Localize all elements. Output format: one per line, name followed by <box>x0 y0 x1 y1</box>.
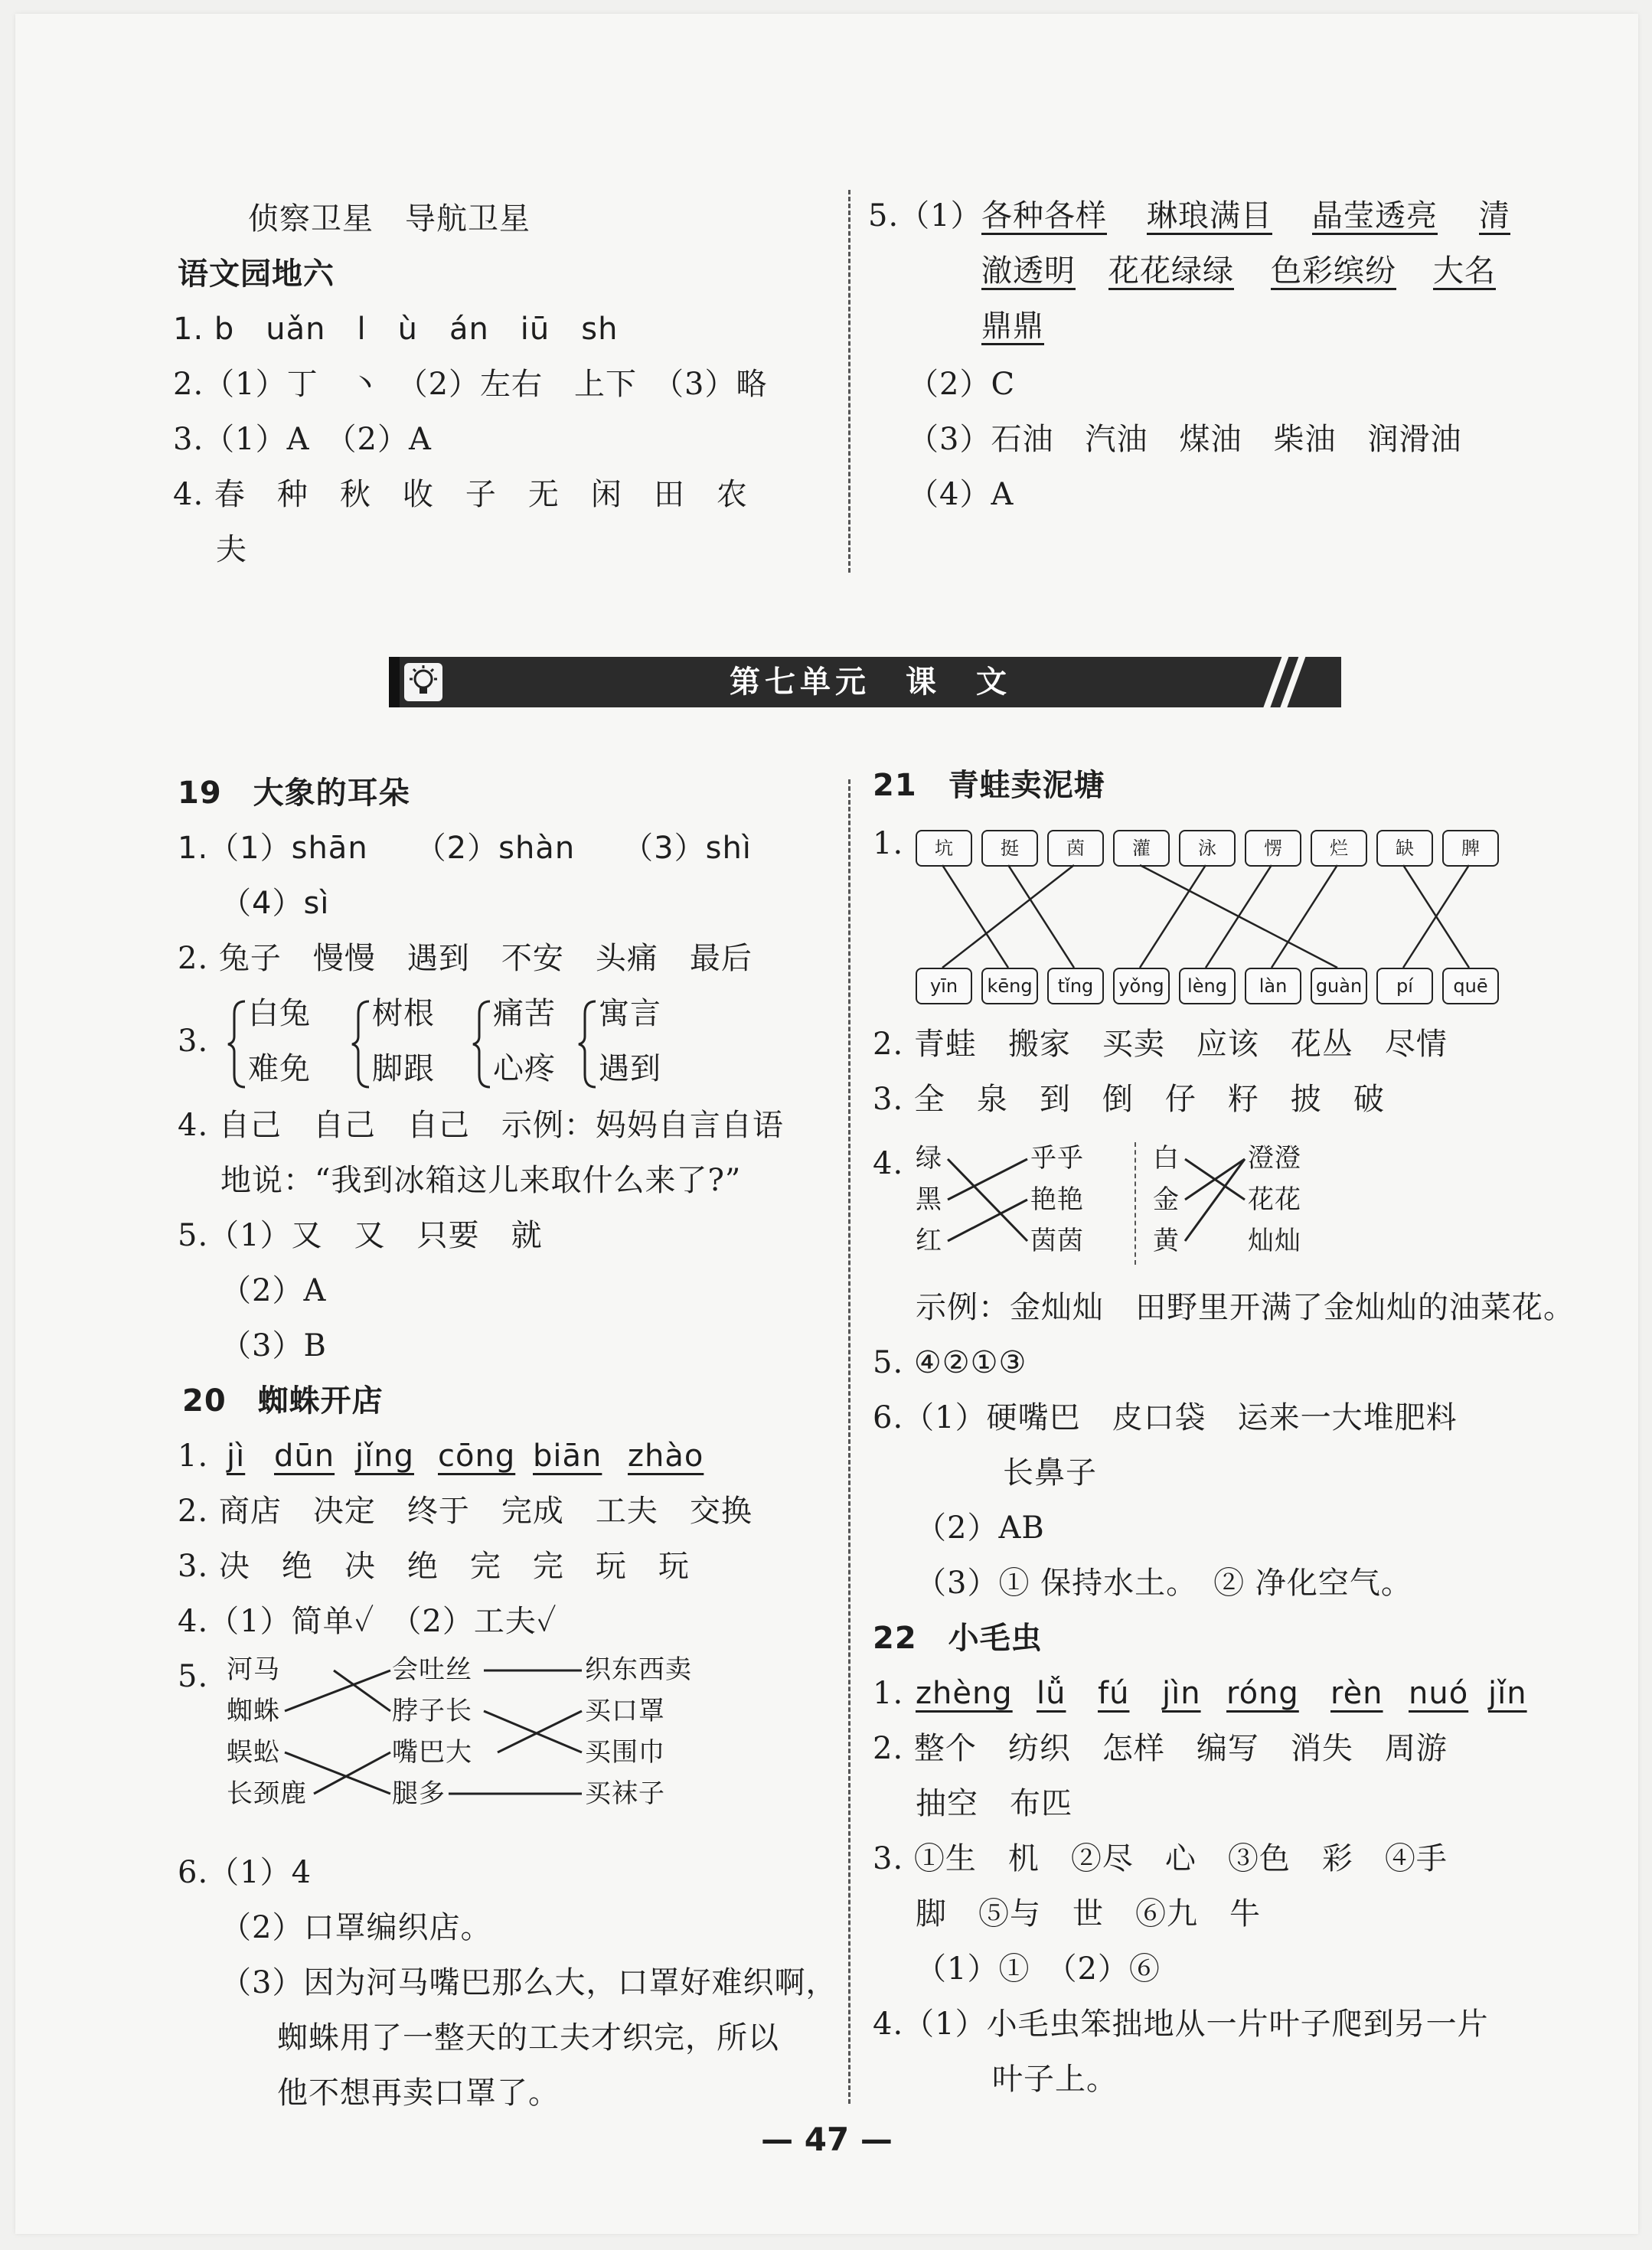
l21-q6-2: （2）AB <box>916 1510 1045 1546</box>
char-box: 坑 <box>916 830 972 867</box>
l21-q2: 2. 青蛙 搬家 买卖 应该 花丛 尽情 <box>873 1027 1448 1062</box>
l20-shop-item: 买围巾 <box>585 1737 665 1768</box>
q1-pinyin: 1. b uǎn l ù án iū sh <box>173 312 619 347</box>
l20-q6-2: （2）口罩编织店。 <box>220 1910 492 1945</box>
l19-q3-word: 痛苦 <box>493 996 556 1031</box>
q4-answer-cont: 夫 <box>216 532 247 567</box>
l19-q3-word: 脚跟 <box>372 1051 435 1086</box>
l22-pinyin: rèn <box>1330 1676 1383 1711</box>
q4-answer: 4. 春 种 秋 收 子 无 闲 田 农 <box>173 477 748 512</box>
char-box: 泳 <box>1179 830 1236 867</box>
page-number: — 47 — <box>761 2121 893 2158</box>
l22-q2-cont: 抽空 布匹 <box>916 1786 1072 1821</box>
l21-suffix: 乎乎 <box>1030 1143 1084 1174</box>
l20-q2: 2. 商店 决定 终于 完成 工夫 交换 <box>178 1494 753 1529</box>
unit-banner-title: 第七单元 课 文 <box>730 665 1011 700</box>
idiom-word: 各种各样 <box>981 198 1107 233</box>
l22-q3: 3. ①生 机 ②尽 心 ③色 彩 ④手 <box>873 1841 1448 1876</box>
l19-q4: 4. 自己 自己 自己 示例：妈妈自言自语 <box>178 1108 784 1143</box>
l21-color: 红 <box>916 1226 942 1256</box>
pinyin-box: pí <box>1376 968 1433 1004</box>
l20-q6-3-cont: 他不想再卖口罩了。 <box>277 2075 560 2111</box>
l20-pinyin: jǐng <box>355 1438 414 1474</box>
l20-q3: 3. 决 绝 决 绝 完 完 玩 玩 <box>178 1549 690 1584</box>
idiom-word: 色彩缤纷 <box>1271 253 1396 289</box>
lesson-22-heading: 22 小毛虫 <box>873 1621 1043 1656</box>
idiom-word: 琳琅满目 <box>1147 198 1272 233</box>
l19-q3-word: 心疼 <box>493 1051 556 1086</box>
pinyin-box: tǐng <box>1047 968 1104 1004</box>
satellite-words: 侦察卫星 导航卫星 <box>248 201 531 237</box>
l19-q5-3: （3）B <box>220 1328 327 1363</box>
l22-pinyin: nuó <box>1409 1676 1469 1711</box>
l19-q5-1: 5.（1）又 又 只要 就 <box>178 1218 543 1253</box>
l21-color: 黄 <box>1153 1226 1180 1256</box>
l20-q4: 4.（1）简单✓ （2）工夫✓ <box>178 1604 557 1639</box>
l20-animal: 长颈鹿 <box>227 1778 307 1809</box>
idiom-word: 清 <box>1479 198 1510 233</box>
q5-label: 5.（1） <box>868 198 982 233</box>
l22-q3-sub: （1）① （2）⑥ <box>916 1951 1161 1987</box>
l21-q4-example: 示例：金灿灿 田野里开满了金灿灿的油菜花。 <box>916 1290 1575 1325</box>
l22-pinyin: jìn <box>1162 1676 1201 1711</box>
l21-color: 白 <box>1153 1143 1180 1174</box>
l19-q3-word: 白兔 <box>248 996 311 1031</box>
pinyin-box: yǒng <box>1113 968 1170 1004</box>
l22-pinyin: jǐn <box>1488 1676 1527 1711</box>
l21-q4-match-lines <box>15 14 1638 2234</box>
l20-feature: 嘴巴大 <box>392 1737 472 1768</box>
char-box: 脾 <box>1442 830 1499 867</box>
l21-suffix: 澄澄 <box>1248 1143 1301 1174</box>
lesson-19-heading: 19 大象的耳朵 <box>178 776 410 811</box>
l20-q1-label: 1. <box>178 1438 209 1474</box>
idiom-word: 澈透明 <box>981 253 1076 289</box>
l20-q6-3-cont: 蜘蛛用了一整天的工夫才织完，所以 <box>277 2020 779 2056</box>
l22-pinyin: lǚ <box>1037 1676 1066 1711</box>
q5-4-answer: （4）A <box>908 477 1014 512</box>
l20-q6-1: 6.（1）4 <box>178 1855 312 1890</box>
l19-q1-cont: （4）sì <box>220 886 330 921</box>
lesson-21-heading: 21 青蛙卖泥塘 <box>873 768 1105 803</box>
q3-answer: 3.（1）A （2）A <box>173 422 432 457</box>
l22-q4-cont: 叶子上。 <box>992 2062 1118 2097</box>
l20-animal: 蜈蚣 <box>227 1737 280 1768</box>
lesson-20-heading: 20 蜘蛛开店 <box>182 1383 384 1419</box>
pinyin-box: yīn <box>916 968 972 1004</box>
l20-shop-item: 买口罩 <box>585 1696 665 1726</box>
l20-pinyin: zhào <box>628 1438 704 1474</box>
char-box: 缺 <box>1376 830 1433 867</box>
l20-feature: 脖子长 <box>392 1696 472 1726</box>
l20-feature: 会吐丝 <box>392 1654 472 1685</box>
l22-q1-label: 1. <box>873 1676 904 1711</box>
q2-answer: 2.（1）丁 丶 （2）左右 上下 （3）略 <box>173 367 768 402</box>
pinyin-box: lèng <box>1179 968 1236 1004</box>
l21-q6-1-cont: 长鼻子 <box>1003 1455 1097 1491</box>
q5-2-answer: （2）C <box>908 367 1016 402</box>
l21-q5: 5. ④②①③ <box>873 1345 1027 1380</box>
l20-pinyin: cōng <box>438 1438 516 1474</box>
char-box: 挺 <box>981 830 1038 867</box>
idiom-word: 晶莹透亮 <box>1312 198 1438 233</box>
l22-q3-cont: 脚 ⑤与 世 ⑥九 牛 <box>916 1896 1261 1932</box>
l19-q2: 2. 兔子 慢慢 遇到 不安 头痛 最后 <box>178 941 753 976</box>
l19-q4-cont: 地说：“我到冰箱这儿来取什么来了?” <box>220 1163 742 1198</box>
l19-q3-word: 遇到 <box>599 1051 661 1086</box>
l21-color: 绿 <box>916 1143 942 1174</box>
l20-pinyin: jì <box>227 1438 246 1474</box>
l21-suffix: 花花 <box>1248 1184 1301 1215</box>
l21-q1-label: 1. <box>873 826 904 861</box>
l21-color: 黑 <box>916 1184 942 1215</box>
l21-color: 金 <box>1153 1184 1180 1215</box>
l22-pinyin: róng <box>1226 1676 1299 1711</box>
l19-q3-word: 难免 <box>248 1051 311 1086</box>
l22-q2: 2. 整个 纺织 怎样 编写 消失 周游 <box>873 1731 1448 1766</box>
l20-feature: 腿多 <box>392 1778 446 1809</box>
q5-3-answer: （3）石油 汽油 煤油 柴油 润滑油 <box>908 422 1462 457</box>
l21-q6-3: （3）① 保持水土。 ② 净化空气。 <box>916 1566 1412 1601</box>
char-box: 烂 <box>1311 830 1367 867</box>
l19-q3-word: 寓言 <box>599 996 661 1031</box>
l20-pinyin: dūn <box>274 1438 335 1474</box>
char-box: 茵 <box>1047 830 1104 867</box>
l20-shop-item: 织东西卖 <box>585 1654 692 1685</box>
pinyin-box: guàn <box>1311 968 1367 1004</box>
l20-animal: 河马 <box>227 1654 280 1685</box>
l22-pinyin: fú <box>1098 1676 1130 1711</box>
idiom-word: 花花绿绿 <box>1108 253 1234 289</box>
l21-q6-1: 6.（1）硬嘴巴 皮口袋 运来一大堆肥料 <box>873 1400 1458 1435</box>
l20-q6-3: （3）因为河马嘴巴那么大，口罩好难织啊， <box>220 1965 837 2000</box>
l22-pinyin: zhèng <box>916 1676 1013 1711</box>
l19-q3-label: 3. <box>178 1024 209 1059</box>
l20-shop-item: 买袜子 <box>585 1778 665 1809</box>
pinyin-box: quē <box>1442 968 1499 1004</box>
idiom-word: 大名 <box>1433 253 1496 289</box>
idiom-word: 鼎鼎 <box>981 309 1044 344</box>
char-box: 灌 <box>1113 830 1170 867</box>
l20-pinyin: biān <box>533 1438 602 1474</box>
pinyin-box: làn <box>1245 968 1301 1004</box>
l20-animal: 蜘蛛 <box>227 1696 280 1726</box>
l21-suffix: 艳艳 <box>1030 1184 1084 1215</box>
section-heading-yuwen-6: 语文园地六 <box>178 256 335 292</box>
l19-q3-word: 树根 <box>372 996 435 1031</box>
pinyin-box: kēng <box>981 968 1038 1004</box>
l20-q5-label: 5. <box>178 1659 209 1694</box>
l21-q4-label: 4. <box>873 1146 904 1181</box>
char-box: 愣 <box>1245 830 1301 867</box>
l19-q1: 1.（1）shān （2）shàn （3）shì <box>178 831 752 866</box>
l21-q3: 3. 全 泉 到 倒 仔 籽 披 破 <box>873 1082 1385 1117</box>
l21-suffix: 茵茵 <box>1030 1226 1084 1256</box>
l22-q4: 4.（1）小毛虫笨拙地从一片叶子爬到另一片 <box>873 2007 1489 2042</box>
l19-q5-2: （2）A <box>220 1273 327 1308</box>
answer-page <box>15 14 1638 2234</box>
l21-suffix: 灿灿 <box>1248 1226 1301 1256</box>
